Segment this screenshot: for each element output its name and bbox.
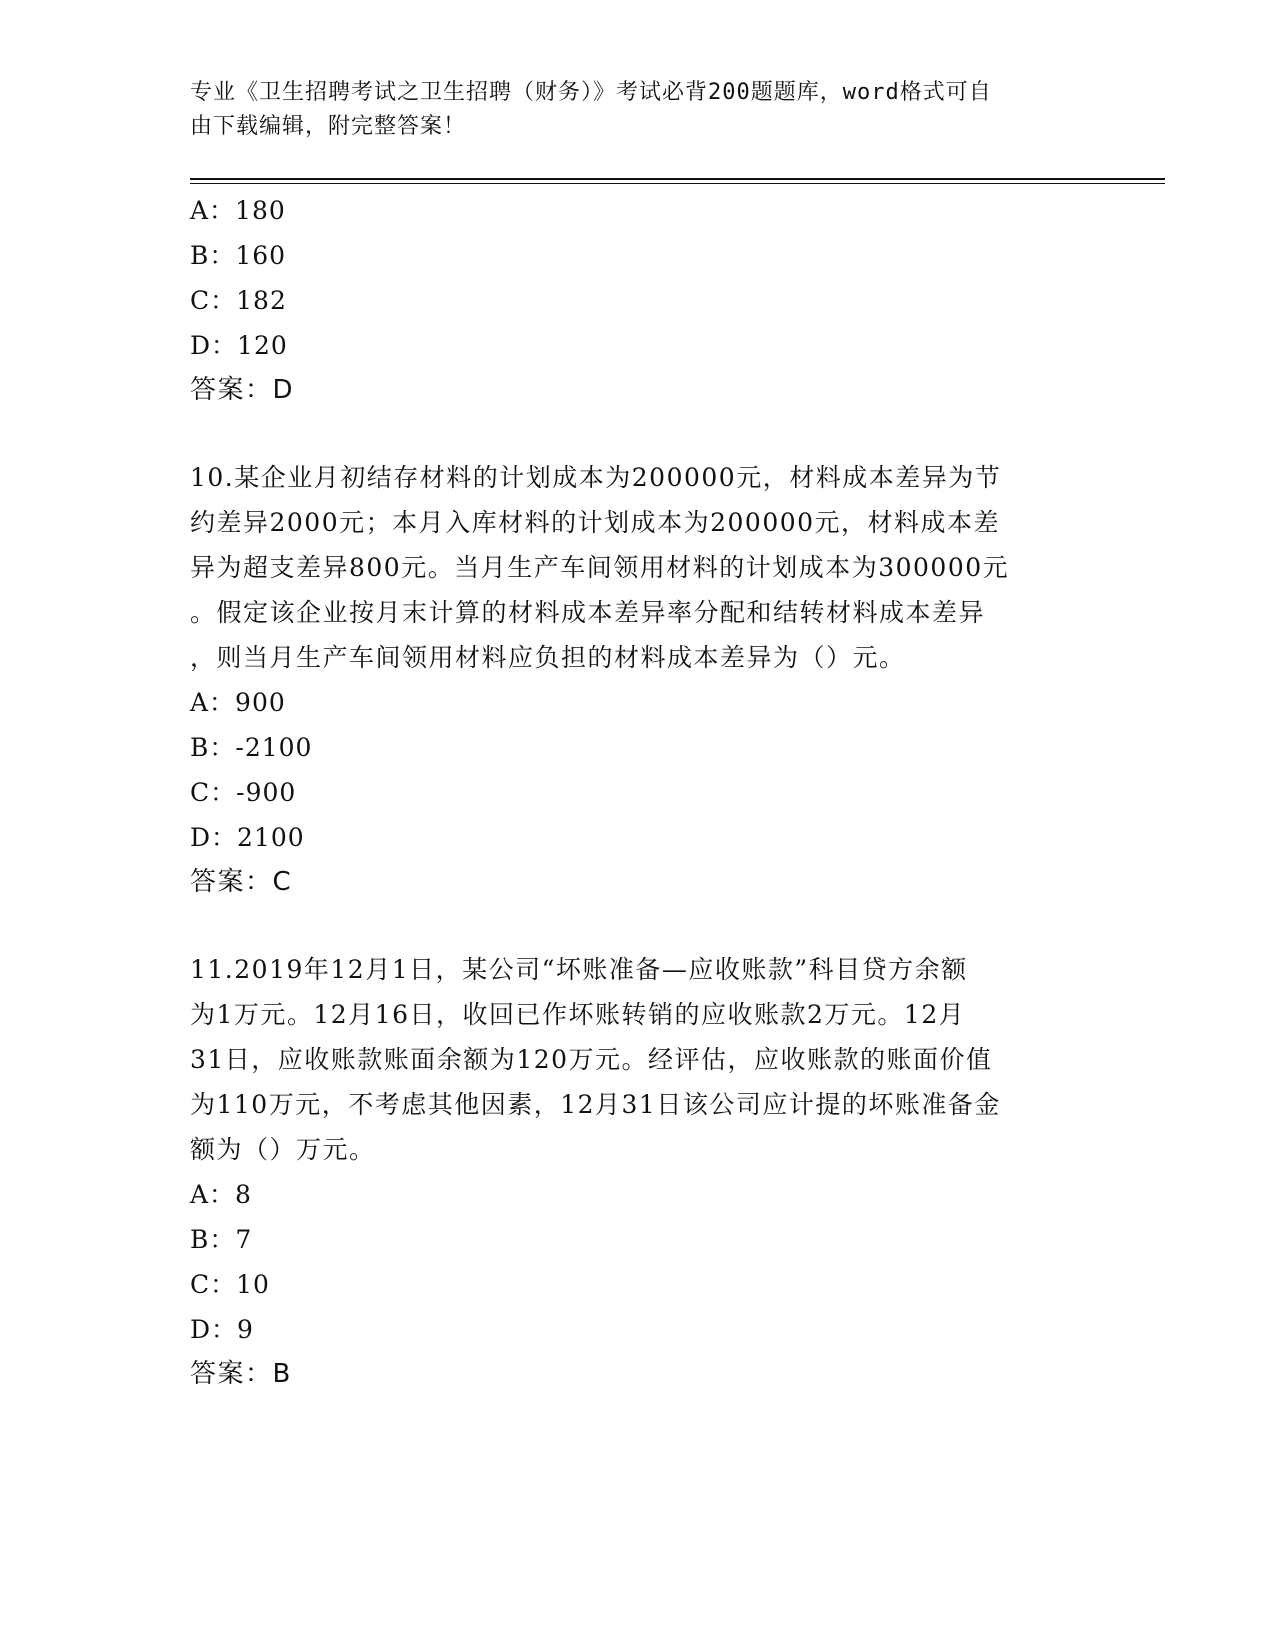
header-line-2: 由下载编辑，附完整答案！	[190, 114, 467, 139]
question-11-line-5: 额为（）万元。	[190, 1135, 376, 1164]
header-divider-thick	[190, 178, 1165, 180]
option-d: D：120	[190, 331, 288, 360]
q10-answer: 答案：C	[190, 867, 293, 897]
question-10-line-1: 10.某企业月初结存材料的计划成本为200000元，材料成本差异为节	[190, 463, 1002, 492]
question-11-line-1: 11.2019年12月1日，某公司“坏账准备—应收账款”科目贷方余额	[190, 955, 968, 984]
q11-option-d: D：9	[190, 1315, 254, 1344]
q10-option-b: B：-2100	[190, 733, 313, 762]
document-header	[190, 76, 1090, 144]
q11-option-b: B：7	[190, 1225, 253, 1254]
question-11-line-2: 为1万元。12月16日，收回已作坏账转销的应收账款2万元。12月	[190, 1000, 966, 1029]
q10-option-a: A：900	[190, 688, 286, 717]
question-10-line-4: 。假定该企业按月末计算的材料成本差异率分配和结转材料成本差异	[190, 598, 986, 627]
option-a: A：180	[190, 196, 286, 225]
q10-option-d: D：2100	[190, 823, 305, 852]
question-11-line-4: 为110万元，不考虑其他因素，12月31日该公司应计提的坏账准备金	[190, 1090, 1001, 1119]
q10-option-c: C：-900	[190, 778, 297, 807]
option-c: C：182	[190, 286, 287, 315]
q11-answer: 答案：B	[190, 1359, 292, 1389]
option-b: B：160	[190, 241, 287, 270]
question-11-line-3: 31日，应收账款账面余额为120万元。经评估，应收账款的账面价值	[190, 1045, 993, 1074]
q11-option-a: A：8	[190, 1180, 252, 1209]
question-10-line-3: 异为超支差异800元。当月生产车间领用材料的计划成本为300000元	[190, 553, 1010, 582]
q11-option-c: C：10	[190, 1270, 270, 1299]
header-line-1: 专业《卫生招聘考试之卫生招聘（财务）》考试必背200题题库，word格式可自	[190, 80, 992, 105]
question-10-line-5: ，则当月生产车间领用材料应负担的材料成本差异为（）元。	[190, 643, 906, 672]
header-divider-thin	[190, 183, 1165, 184]
answer-line: 答案：D	[190, 375, 295, 405]
question-10-line-2: 约差异2000元；本月入库材料的计划成本为200000元，材料成本差	[190, 508, 1001, 537]
